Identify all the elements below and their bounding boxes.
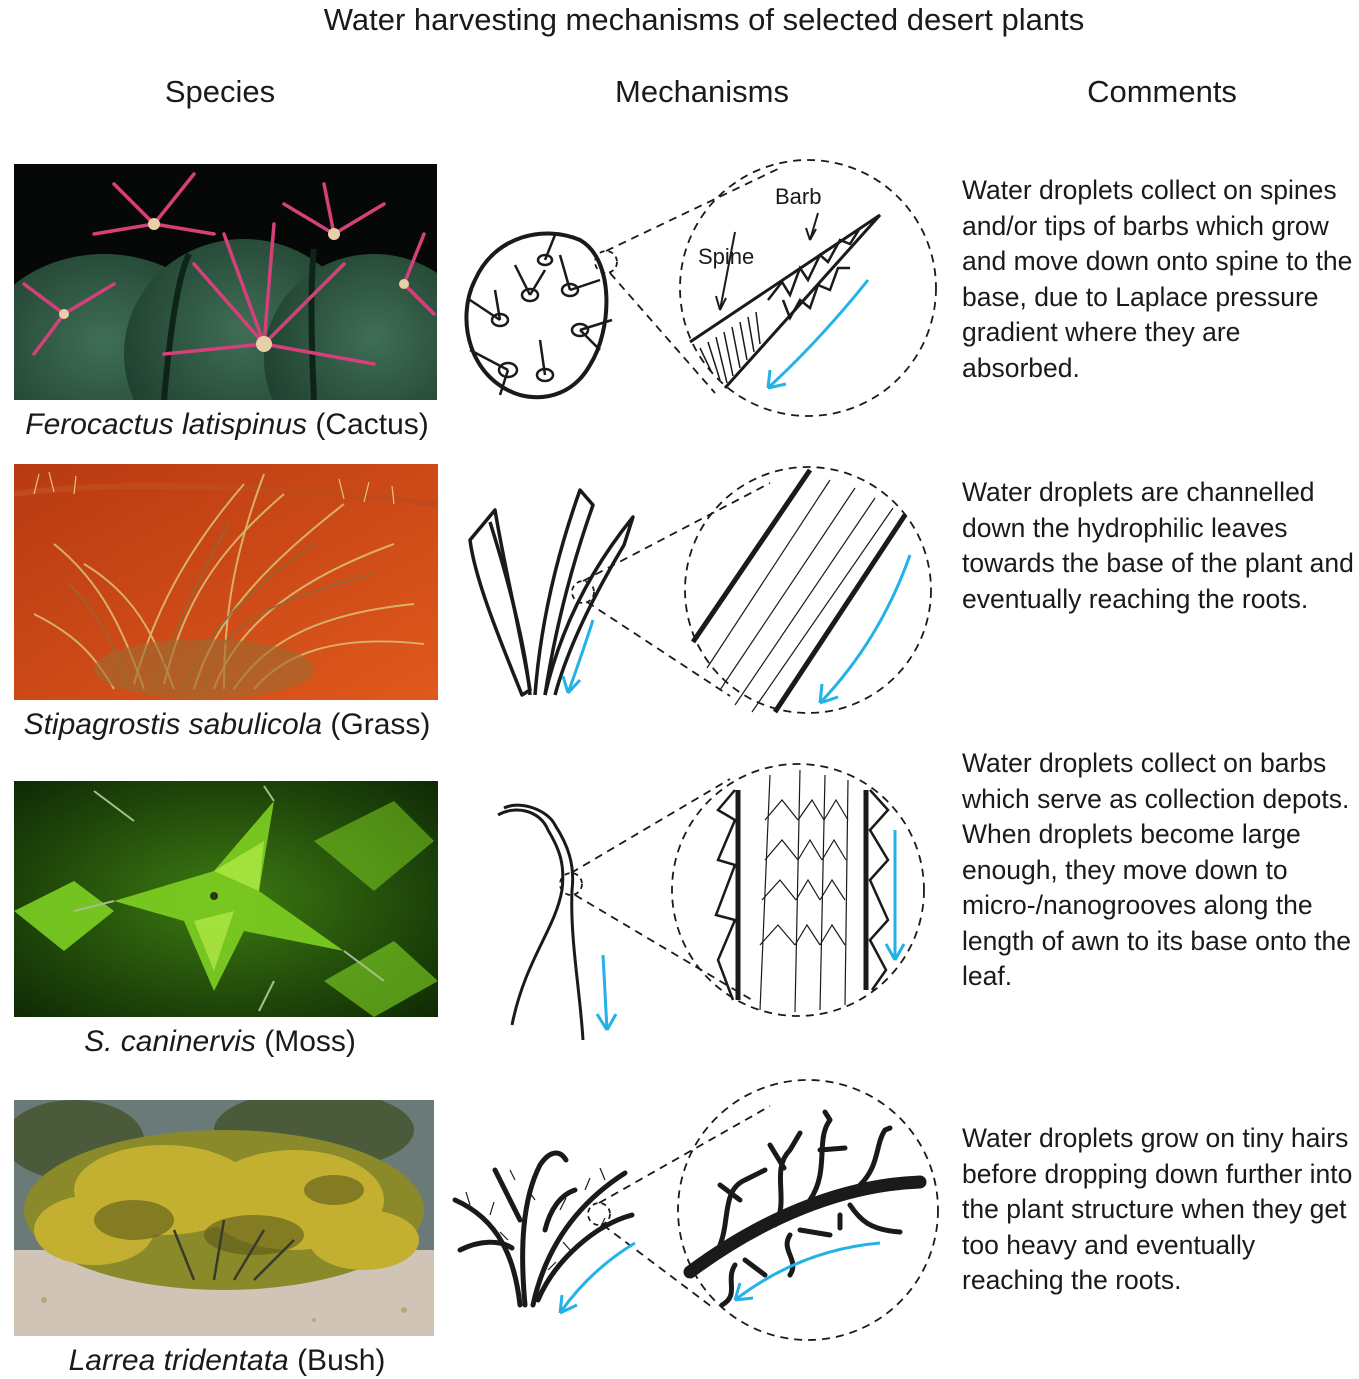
- moss-common-name: (Moss): [264, 1025, 356, 1058]
- moss-photo: [14, 781, 438, 1017]
- bush-comment: Water droplets grow on tiny hairs before dropping down further into the plant structure when they get too heavy and eventually reaching the roots.: [962, 1123, 1353, 1295]
- barb-label: Barb: [775, 184, 822, 209]
- grass-scientific-name: Stipagrostis sabulicola: [23, 708, 323, 741]
- column-header-mechanisms: Mechanisms: [615, 74, 789, 109]
- bush-scientific-name: Larrea tridentata: [68, 1344, 289, 1377]
- grass-comment: Water droplets are channelled down the hydrophilic leaves towards the base of the plant and eventually reaching the roots.: [962, 477, 1354, 614]
- figure-title: Water harvesting mechanisms of selected desert plants: [323, 2, 1085, 37]
- cactus-common-name: (Cactus): [315, 408, 429, 441]
- moss-caption: [0, 1024, 440, 1060]
- column-header-species: Species: [164, 74, 276, 109]
- moss-comment: Water droplets collect on barbs which serve as collection depots. When droplets become large enough, they move down to micro-/nanogrooves along the length of awn to its base onto the leaf.: [962, 748, 1351, 991]
- cactus-comment: Water droplets collect on spines and/or tips of barbs which grow and move down onto spine to the base, due to Laplace pressure gradient where they are absorbed.: [962, 175, 1353, 383]
- bush-common-name: (Bush): [297, 1344, 386, 1377]
- column-header-comments: Comments: [1087, 74, 1237, 109]
- moss-scientific-name: S. caninervis: [84, 1025, 256, 1058]
- grass-photo: [14, 464, 438, 700]
- bush-caption: [0, 1343, 454, 1379]
- bush-photo: [14, 1100, 434, 1336]
- cactus-scientific-name: Ferocactus latispinus: [25, 408, 308, 441]
- grass-common-name: (Grass): [330, 708, 431, 741]
- grass-caption: [0, 707, 454, 743]
- spine-label: Spine: [698, 244, 755, 269]
